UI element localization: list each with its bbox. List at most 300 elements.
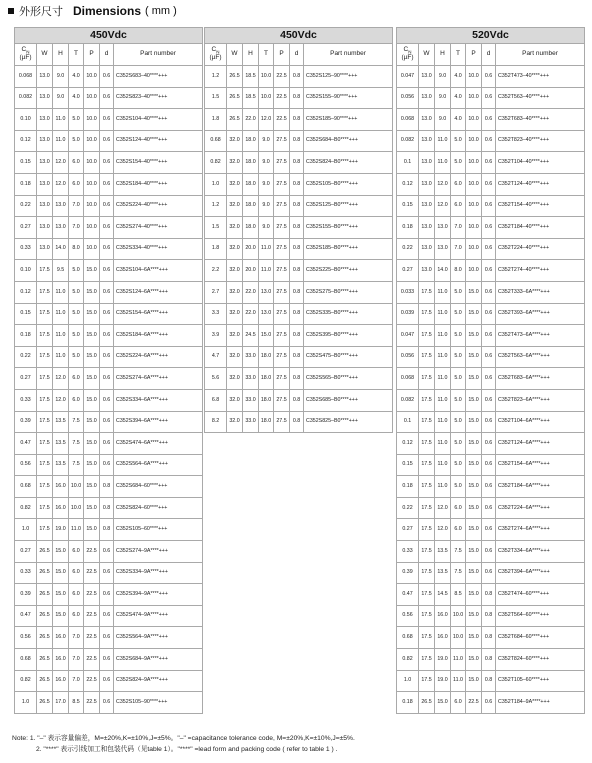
cell-pn: C352S224–40****+++ bbox=[114, 195, 203, 217]
cell-t: 5.0 bbox=[451, 152, 466, 174]
cell-w: 17.5 bbox=[419, 389, 435, 411]
cell-h: 19.0 bbox=[435, 670, 451, 692]
cell-t: 9.0 bbox=[259, 195, 274, 217]
cell-w: 13.0 bbox=[419, 195, 435, 217]
cell-c: 1.2 bbox=[205, 66, 227, 88]
table-row bbox=[397, 670, 585, 692]
cell-d: 0.6 bbox=[482, 217, 496, 239]
table-row bbox=[205, 368, 393, 390]
cell-h: 16.0 bbox=[435, 605, 451, 627]
table-row bbox=[205, 281, 393, 303]
cell-h: 19.0 bbox=[435, 649, 451, 671]
cell-h: 11.0 bbox=[53, 303, 69, 325]
cell-c: 1.0 bbox=[15, 692, 37, 714]
cell-h: 13.5 bbox=[435, 541, 451, 563]
cell-pn: C352S274–9A****+++ bbox=[114, 541, 203, 563]
cell-p: 15.0 bbox=[466, 584, 482, 606]
cell-c: 0.068 bbox=[397, 109, 419, 131]
cell-h: 9.0 bbox=[435, 87, 451, 109]
table-row bbox=[15, 411, 203, 433]
cell-d: 0.8 bbox=[290, 303, 304, 325]
cell-h: 11.0 bbox=[435, 411, 451, 433]
cell-d: 0.6 bbox=[100, 605, 114, 627]
cell-d: 0.6 bbox=[482, 66, 496, 88]
cell-d: 0.8 bbox=[482, 605, 496, 627]
cell-t: 18.0 bbox=[259, 368, 274, 390]
cell-t: 6.0 bbox=[69, 152, 84, 174]
cell-c: 0.18 bbox=[15, 173, 37, 195]
cell-h: 22.0 bbox=[243, 303, 259, 325]
cell-w: 17.5 bbox=[419, 605, 435, 627]
cell-d: 0.8 bbox=[482, 627, 496, 649]
col-header-d: d bbox=[290, 44, 304, 66]
cn-symbol: C bbox=[21, 46, 27, 54]
cell-d: 0.8 bbox=[290, 260, 304, 282]
cell-w: 13.0 bbox=[37, 173, 53, 195]
cell-w: 17.5 bbox=[37, 281, 53, 303]
cell-w: 17.5 bbox=[419, 325, 435, 347]
cell-d: 0.6 bbox=[100, 281, 114, 303]
cell-h: 9.0 bbox=[435, 66, 451, 88]
cell-pn: C352S564–9A****+++ bbox=[114, 627, 203, 649]
cell-pn: C352S334–40****+++ bbox=[114, 238, 203, 260]
cell-t: 5.0 bbox=[451, 476, 466, 498]
cell-pn: C352S185–B0****+++ bbox=[304, 238, 393, 260]
cell-pn: C352T224–40****+++ bbox=[496, 238, 585, 260]
cell-p: 15.0 bbox=[466, 303, 482, 325]
cell-h: 12.0 bbox=[53, 152, 69, 174]
cell-d: 0.6 bbox=[482, 389, 496, 411]
cell-t: 7.0 bbox=[451, 238, 466, 260]
cell-d: 0.8 bbox=[290, 109, 304, 131]
cell-pn: C352S154–40****+++ bbox=[114, 152, 203, 174]
cell-t: 6.0 bbox=[69, 368, 84, 390]
cell-c: 0.056 bbox=[397, 87, 419, 109]
cell-c: 0.33 bbox=[15, 562, 37, 584]
cell-d: 0.8 bbox=[290, 389, 304, 411]
cell-p: 15.0 bbox=[466, 368, 482, 390]
cell-d: 0.6 bbox=[100, 152, 114, 174]
cell-pn: C352S105–60****+++ bbox=[114, 519, 203, 541]
cell-p: 15.0 bbox=[466, 605, 482, 627]
cell-t: 7.0 bbox=[69, 649, 84, 671]
cell-p: 27.5 bbox=[274, 303, 290, 325]
cell-p: 10.0 bbox=[466, 152, 482, 174]
cell-h: 13.0 bbox=[53, 195, 69, 217]
col-header-h: H bbox=[435, 44, 451, 66]
cell-t: 18.0 bbox=[259, 346, 274, 368]
table-row bbox=[397, 497, 585, 519]
table-row bbox=[15, 260, 203, 282]
cell-h: 13.5 bbox=[53, 411, 69, 433]
cell-h: 12.0 bbox=[53, 389, 69, 411]
cell-p: 10.0 bbox=[84, 66, 100, 88]
section-heading bbox=[8, 2, 177, 20]
cell-t: 7.5 bbox=[69, 411, 84, 433]
cell-w: 32.0 bbox=[227, 368, 243, 390]
col-header-pn: Part number bbox=[304, 44, 393, 66]
table-450vdc-middle bbox=[204, 27, 393, 433]
cell-c: 1.0 bbox=[397, 670, 419, 692]
table-row bbox=[15, 87, 203, 109]
cell-c: 0.68 bbox=[15, 476, 37, 498]
cell-t: 12.0 bbox=[259, 109, 274, 131]
cell-c: 1.8 bbox=[205, 238, 227, 260]
cell-p: 22.5 bbox=[274, 109, 290, 131]
cn-unit: (µF) bbox=[209, 54, 222, 62]
cell-w: 13.0 bbox=[37, 238, 53, 260]
cell-pn: C352S474–9A****+++ bbox=[114, 605, 203, 627]
cell-t: 5.0 bbox=[69, 109, 84, 131]
table-row bbox=[15, 325, 203, 347]
cell-h: 18.0 bbox=[243, 195, 259, 217]
cell-p: 15.0 bbox=[84, 368, 100, 390]
cell-d: 0.8 bbox=[290, 87, 304, 109]
cell-w: 17.5 bbox=[419, 519, 435, 541]
cell-w: 13.0 bbox=[419, 87, 435, 109]
cell-c: 1.8 bbox=[205, 109, 227, 131]
cell-pn: C352S125–B0****+++ bbox=[304, 195, 393, 217]
cell-h: 11.0 bbox=[53, 130, 69, 152]
cell-h: 12.0 bbox=[435, 497, 451, 519]
cell-pn: C352S274–40****+++ bbox=[114, 217, 203, 239]
table-row bbox=[15, 433, 203, 455]
cell-c: 0.12 bbox=[15, 130, 37, 152]
cell-pn: C352T333–6A****+++ bbox=[496, 281, 585, 303]
cell-pn: C352S185–90****+++ bbox=[304, 109, 393, 131]
cell-h: 13.0 bbox=[53, 217, 69, 239]
col-header-p: P bbox=[466, 44, 482, 66]
cell-t: 8.5 bbox=[69, 692, 84, 714]
table-row bbox=[15, 670, 203, 692]
cell-pn: C352T474–60****+++ bbox=[496, 584, 585, 606]
cell-t: 18.0 bbox=[259, 389, 274, 411]
cell-p: 10.0 bbox=[84, 87, 100, 109]
cell-w: 13.0 bbox=[419, 152, 435, 174]
cell-d: 0.6 bbox=[482, 692, 496, 714]
cell-h: 14.0 bbox=[53, 238, 69, 260]
cell-p: 15.0 bbox=[466, 411, 482, 433]
cell-w: 13.0 bbox=[37, 152, 53, 174]
table-row bbox=[397, 562, 585, 584]
cell-h: 16.0 bbox=[435, 627, 451, 649]
cell-p: 15.0 bbox=[466, 670, 482, 692]
cell-d: 0.6 bbox=[100, 66, 114, 88]
cell-t: 11.0 bbox=[259, 260, 274, 282]
cell-w: 26.5 bbox=[227, 109, 243, 131]
cell-d: 0.8 bbox=[100, 476, 114, 498]
cell-h: 11.0 bbox=[53, 325, 69, 347]
table-row bbox=[205, 87, 393, 109]
cell-c: 2.7 bbox=[205, 281, 227, 303]
cell-w: 32.0 bbox=[227, 217, 243, 239]
table-row bbox=[15, 692, 203, 714]
table-row bbox=[397, 627, 585, 649]
cell-t: 7.0 bbox=[69, 627, 84, 649]
cell-w: 17.5 bbox=[419, 346, 435, 368]
cell-h: 33.0 bbox=[243, 411, 259, 433]
cell-c: 1.2 bbox=[205, 195, 227, 217]
cell-p: 27.5 bbox=[274, 368, 290, 390]
cell-c: 0.082 bbox=[15, 87, 37, 109]
table-row bbox=[397, 368, 585, 390]
cell-pn: C352T105–60****+++ bbox=[496, 670, 585, 692]
cell-d: 0.8 bbox=[290, 195, 304, 217]
cell-d: 0.6 bbox=[100, 260, 114, 282]
cell-h: 11.0 bbox=[435, 346, 451, 368]
col-header-d: d bbox=[100, 44, 114, 66]
cell-pn: C352S684–B0****+++ bbox=[304, 130, 393, 152]
cell-pn: C352S224–6A****+++ bbox=[114, 346, 203, 368]
table-row bbox=[15, 519, 203, 541]
cell-w: 17.5 bbox=[419, 497, 435, 519]
cell-c: 0.12 bbox=[15, 281, 37, 303]
cell-pn: C352T473–6A****+++ bbox=[496, 325, 585, 347]
cell-w: 32.0 bbox=[227, 325, 243, 347]
cell-p: 22.5 bbox=[466, 692, 482, 714]
table-row bbox=[397, 692, 585, 714]
cell-pn: C352S823–40****+++ bbox=[114, 87, 203, 109]
cell-p: 15.0 bbox=[84, 281, 100, 303]
cell-t: 9.0 bbox=[259, 217, 274, 239]
cell-pn: C352S184–6A****+++ bbox=[114, 325, 203, 347]
table-row bbox=[397, 238, 585, 260]
cell-t: 7.0 bbox=[69, 195, 84, 217]
cell-h: 13.5 bbox=[435, 562, 451, 584]
cell-w: 17.5 bbox=[419, 454, 435, 476]
cell-d: 0.6 bbox=[482, 87, 496, 109]
cell-p: 10.0 bbox=[84, 109, 100, 131]
cell-d: 0.6 bbox=[100, 584, 114, 606]
cell-c: 2.2 bbox=[205, 260, 227, 282]
table-row bbox=[15, 368, 203, 390]
table-row bbox=[397, 346, 585, 368]
cell-c: 0.056 bbox=[397, 346, 419, 368]
table-row bbox=[205, 303, 393, 325]
cell-h: 11.0 bbox=[53, 346, 69, 368]
table-row bbox=[397, 519, 585, 541]
cell-pn: C352S474–6A****+++ bbox=[114, 433, 203, 455]
cell-c: 0.10 bbox=[15, 260, 37, 282]
cell-pn: C352T683–40****+++ bbox=[496, 109, 585, 131]
table-row bbox=[205, 173, 393, 195]
cell-h: 20.0 bbox=[243, 260, 259, 282]
cell-h: 11.0 bbox=[435, 152, 451, 174]
table-row bbox=[205, 109, 393, 131]
cell-t: 5.0 bbox=[69, 325, 84, 347]
cell-h: 16.0 bbox=[53, 476, 69, 498]
cell-h: 22.0 bbox=[243, 281, 259, 303]
col-header-w: W bbox=[37, 44, 53, 66]
cell-c: 0.047 bbox=[397, 66, 419, 88]
cell-h: 19.0 bbox=[53, 519, 69, 541]
cell-pn: C352S124–6A****+++ bbox=[114, 281, 203, 303]
col-header-pn: Part number bbox=[496, 44, 585, 66]
cell-c: 1.5 bbox=[205, 217, 227, 239]
cell-d: 0.6 bbox=[100, 411, 114, 433]
cell-p: 15.0 bbox=[466, 541, 482, 563]
note-line-1: Note: 1. "–" 表示容量偏差，M=±20%,K=±10%,J=±5%。"–" =capacitance tolerance code, M=±20%,K=±10%,J=±5%. bbox=[12, 735, 355, 742]
cell-p: 10.0 bbox=[466, 217, 482, 239]
cell-w: 32.0 bbox=[227, 173, 243, 195]
table-row bbox=[397, 584, 585, 606]
table-row bbox=[15, 627, 203, 649]
table-row bbox=[205, 411, 393, 433]
cell-w: 17.5 bbox=[37, 433, 53, 455]
cell-pn: C352S184–40****+++ bbox=[114, 173, 203, 195]
table-row bbox=[15, 66, 203, 88]
table-row bbox=[397, 66, 585, 88]
cell-p: 10.0 bbox=[466, 238, 482, 260]
cell-c: 1.0 bbox=[15, 519, 37, 541]
cell-w: 13.0 bbox=[37, 130, 53, 152]
table-row bbox=[15, 649, 203, 671]
cell-h: 18.0 bbox=[243, 173, 259, 195]
cell-c: 1.0 bbox=[205, 173, 227, 195]
cell-c: 0.33 bbox=[397, 541, 419, 563]
table-row bbox=[397, 281, 585, 303]
cell-c: 0.27 bbox=[15, 541, 37, 563]
cell-p: 15.0 bbox=[466, 454, 482, 476]
cell-d: 0.8 bbox=[290, 66, 304, 88]
cell-p: 15.0 bbox=[84, 325, 100, 347]
col-header-capacitance bbox=[15, 44, 37, 66]
cell-c: 0.068 bbox=[15, 66, 37, 88]
cell-w: 26.5 bbox=[37, 627, 53, 649]
cell-t: 4.0 bbox=[69, 87, 84, 109]
cell-p: 15.0 bbox=[84, 497, 100, 519]
cell-d: 0.6 bbox=[482, 325, 496, 347]
cell-d: 0.8 bbox=[290, 217, 304, 239]
cell-w: 13.0 bbox=[419, 173, 435, 195]
table-row bbox=[397, 411, 585, 433]
cell-pn: C352T823–6A****+++ bbox=[496, 389, 585, 411]
cell-p: 10.0 bbox=[466, 66, 482, 88]
cell-h: 18.0 bbox=[243, 130, 259, 152]
table-row bbox=[397, 541, 585, 563]
cell-h: 12.0 bbox=[435, 519, 451, 541]
table-row bbox=[15, 195, 203, 217]
cell-t: 10.0 bbox=[451, 605, 466, 627]
cell-pn: C352S395–B0****+++ bbox=[304, 325, 393, 347]
col-header-capacitance bbox=[397, 44, 419, 66]
cell-d: 0.6 bbox=[100, 303, 114, 325]
cell-w: 26.5 bbox=[37, 584, 53, 606]
cell-h: 16.0 bbox=[53, 649, 69, 671]
table-row bbox=[397, 389, 585, 411]
table-row bbox=[397, 649, 585, 671]
cell-pn: C352S155–B0****+++ bbox=[304, 217, 393, 239]
cell-pn: C352T334–6A****+++ bbox=[496, 541, 585, 563]
cell-d: 0.8 bbox=[100, 519, 114, 541]
cell-d: 0.8 bbox=[290, 368, 304, 390]
cell-t: 10.0 bbox=[259, 87, 274, 109]
cell-pn: C352S104–6A****+++ bbox=[114, 260, 203, 282]
cell-p: 10.0 bbox=[466, 173, 482, 195]
cell-w: 32.0 bbox=[227, 303, 243, 325]
cell-pn: C352T394–6A****+++ bbox=[496, 562, 585, 584]
cell-pn: C352T563–40****+++ bbox=[496, 87, 585, 109]
table-row bbox=[397, 325, 585, 347]
cell-t: 6.0 bbox=[451, 195, 466, 217]
cell-t: 5.0 bbox=[451, 281, 466, 303]
cell-pn: C352T154–40****+++ bbox=[496, 195, 585, 217]
table-row bbox=[205, 217, 393, 239]
cell-p: 27.5 bbox=[274, 389, 290, 411]
cn-subscript: N bbox=[408, 49, 412, 55]
cell-d: 0.8 bbox=[290, 346, 304, 368]
cell-pn: C352S564–6A****+++ bbox=[114, 454, 203, 476]
col-header-w: W bbox=[227, 44, 243, 66]
cell-h: 13.5 bbox=[53, 454, 69, 476]
col-header-p: P bbox=[84, 44, 100, 66]
cell-pn: C352T823–40****+++ bbox=[496, 130, 585, 152]
table-row bbox=[15, 303, 203, 325]
cell-c: 0.68 bbox=[397, 627, 419, 649]
cell-w: 17.5 bbox=[37, 346, 53, 368]
cell-p: 15.0 bbox=[466, 281, 482, 303]
cell-d: 0.6 bbox=[100, 109, 114, 131]
cell-p: 15.0 bbox=[84, 389, 100, 411]
cell-w: 13.0 bbox=[37, 87, 53, 109]
cell-d: 0.6 bbox=[482, 152, 496, 174]
cell-t: 6.0 bbox=[451, 497, 466, 519]
cell-c: 1.5 bbox=[205, 87, 227, 109]
cell-c: 0.068 bbox=[397, 368, 419, 390]
cell-d: 0.8 bbox=[290, 281, 304, 303]
cell-w: 13.0 bbox=[419, 130, 435, 152]
table-row bbox=[205, 389, 393, 411]
table-row bbox=[397, 605, 585, 627]
table-row bbox=[397, 217, 585, 239]
col-header-t: T bbox=[451, 44, 466, 66]
cell-d: 0.6 bbox=[100, 627, 114, 649]
table-row bbox=[15, 346, 203, 368]
cell-d: 0.6 bbox=[100, 325, 114, 347]
cell-h: 16.0 bbox=[53, 497, 69, 519]
spec-table bbox=[396, 27, 585, 714]
table-row bbox=[205, 238, 393, 260]
cell-c: 6.8 bbox=[205, 389, 227, 411]
cell-c: 0.18 bbox=[15, 325, 37, 347]
cell-p: 27.5 bbox=[274, 238, 290, 260]
cell-t: 10.0 bbox=[69, 497, 84, 519]
spec-table bbox=[14, 27, 203, 714]
cell-pn: C352T184–40****+++ bbox=[496, 217, 585, 239]
cell-p: 10.0 bbox=[466, 87, 482, 109]
cell-p: 15.0 bbox=[466, 389, 482, 411]
cell-pn: C352S565–B0****+++ bbox=[304, 368, 393, 390]
cell-t: 4.0 bbox=[451, 109, 466, 131]
cell-pn: C352S394–9A****+++ bbox=[114, 584, 203, 606]
table-row bbox=[397, 173, 585, 195]
cell-p: 15.0 bbox=[84, 433, 100, 455]
cell-pn: C352S105–B0****+++ bbox=[304, 173, 393, 195]
cell-h: 13.0 bbox=[435, 238, 451, 260]
cell-d: 0.6 bbox=[100, 433, 114, 455]
cell-h: 12.0 bbox=[435, 173, 451, 195]
cell-p: 15.0 bbox=[466, 325, 482, 347]
cell-h: 11.0 bbox=[435, 389, 451, 411]
cell-d: 0.6 bbox=[482, 109, 496, 131]
cell-h: 12.0 bbox=[53, 368, 69, 390]
cell-h: 16.0 bbox=[53, 670, 69, 692]
cell-h: 9.0 bbox=[53, 87, 69, 109]
table-row bbox=[205, 260, 393, 282]
cell-w: 17.5 bbox=[419, 281, 435, 303]
cell-t: 4.0 bbox=[451, 87, 466, 109]
cell-p: 15.0 bbox=[84, 411, 100, 433]
